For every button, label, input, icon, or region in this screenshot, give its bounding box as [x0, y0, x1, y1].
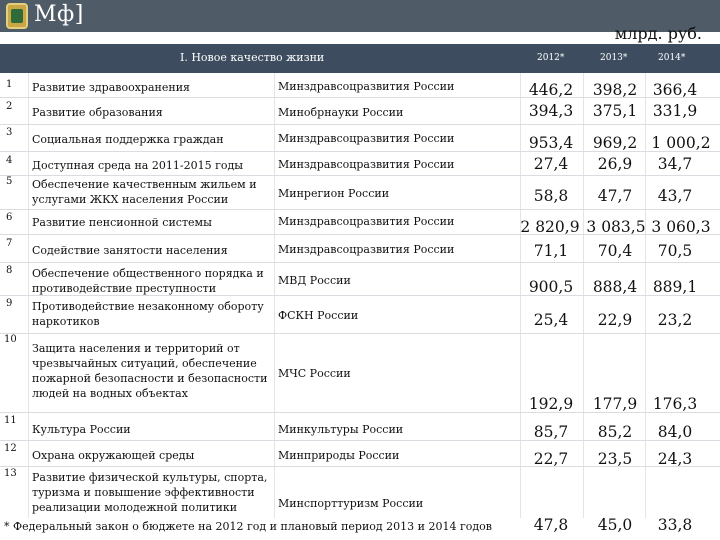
responsible-agency: ФСКН России — [278, 309, 359, 322]
value-2013: 70,4 — [597, 242, 633, 260]
program-name: Содействие занятости населения — [32, 244, 228, 257]
value-2012: 192,9 — [528, 395, 574, 413]
row-number: 11 — [4, 415, 17, 426]
responsible-agency: Минприроды России — [278, 449, 400, 462]
row-number: 7 — [6, 238, 13, 249]
row-divider — [0, 175, 720, 176]
value-2013: 177,9 — [592, 395, 638, 413]
value-2014: 331,9 — [652, 102, 698, 120]
responsible-agency: МВД России — [278, 274, 351, 287]
program-name: Обеспечение качественным жильем и услугами ЖКХ населения России — [32, 178, 257, 206]
year-2013-header: 2013* — [600, 53, 628, 63]
row-number: 8 — [6, 265, 13, 276]
responsible-agency: МЧС России — [278, 367, 351, 380]
row-number: 3 — [6, 127, 13, 138]
year-2012-header: 2012* — [537, 53, 565, 63]
unit-label: млрд. руб. — [614, 24, 702, 43]
row-divider — [0, 124, 720, 125]
program-name: Развитие физической культуры, спорта, туризма и повышение эффективности реализации молодежной политики — [32, 471, 268, 514]
program-name: Защита населения и территорий от чрезвычайных ситуаций, обеспечение пожарной безопасности и безопасности людей на водных объектах — [32, 342, 268, 400]
header-bar — [0, 0, 720, 32]
responsible-agency: Минздравсоцразвития России — [278, 215, 455, 228]
program-name: Обеспечение общественного порядка и противодействие преступности — [32, 267, 264, 295]
value-2014: 43,7 — [657, 187, 693, 205]
row-number: 13 — [4, 468, 17, 479]
footnote: * Федеральный закон о бюджете на 2012 год и плановый период 2013 и 2014 годов — [4, 520, 492, 533]
value-2013: 888,4 — [592, 278, 638, 296]
program-name: Развитие здравоохранения — [32, 81, 190, 94]
program-name: Культура России — [32, 423, 131, 436]
responsible-agency: Минздравсоцразвития России — [278, 158, 455, 171]
value-2013: 3 083,5 — [586, 218, 646, 236]
logo-text: Мф] — [34, 2, 84, 27]
row-number: 1 — [6, 79, 13, 90]
value-2014: 889,1 — [652, 278, 698, 296]
ministry-emblem-icon — [6, 3, 28, 29]
value-2014: 3 060,3 — [651, 218, 711, 236]
value-2013: 23,5 — [597, 450, 633, 468]
value-2013: 85,2 — [597, 423, 633, 441]
value-2012: 47,8 — [533, 516, 569, 534]
program-name: Развитие пенсионной системы — [32, 216, 212, 229]
value-2013: 47,7 — [597, 187, 633, 205]
row-divider — [0, 262, 720, 263]
row-number: 9 — [6, 298, 13, 309]
value-2012: 2 820,9 — [520, 218, 580, 236]
row-divider — [0, 333, 720, 334]
value-2014: 34,7 — [657, 155, 693, 173]
responsible-agency: Минрегион России — [278, 187, 390, 200]
value-2012: 85,7 — [533, 423, 569, 441]
row-number: 4 — [6, 155, 13, 166]
value-2013: 375,1 — [592, 102, 638, 120]
program-name: Развитие образования — [32, 106, 163, 119]
value-2013: 398,2 — [592, 81, 638, 99]
value-2013: 22,9 — [597, 311, 633, 329]
year-2014-header: 2014* — [658, 53, 686, 63]
row-number: 6 — [6, 212, 13, 223]
responsible-agency: Минздравсоцразвития России — [278, 132, 455, 145]
value-2014: 84,0 — [657, 423, 693, 441]
row-number: 5 — [6, 176, 13, 187]
value-2012: 27,4 — [533, 155, 569, 173]
program-name: Доступная среда на 2011-2015 годы — [32, 159, 243, 172]
program-name: Охрана окружающей среды — [32, 449, 195, 462]
value-2012: 446,2 — [528, 81, 574, 99]
value-2012: 900,5 — [528, 278, 574, 296]
program-name: Противодействие незаконному обороту наркотиков — [32, 300, 264, 328]
value-2014: 366,4 — [652, 81, 698, 99]
value-2013: 45,0 — [597, 516, 633, 534]
row-number: 12 — [4, 443, 17, 454]
section-title: I. Новое качество жизни — [180, 51, 325, 64]
row-number: 2 — [6, 101, 13, 112]
row-divider — [0, 209, 720, 210]
value-2013: 969,2 — [592, 134, 638, 152]
value-2014: 24,3 — [657, 450, 693, 468]
value-2012: 394,3 — [528, 102, 574, 120]
value-2012: 22,7 — [533, 450, 569, 468]
value-2014: 70,5 — [657, 242, 693, 260]
program-name: Социальная поддержка граждан — [32, 133, 224, 146]
responsible-agency: Минздравсоцразвития России — [278, 243, 455, 256]
value-2012: 71,1 — [533, 242, 569, 260]
responsible-agency: Минобрнауки России — [278, 106, 404, 119]
value-2012: 58,8 — [533, 187, 569, 205]
value-2012: 953,4 — [528, 134, 574, 152]
value-2014: 1 000,2 — [651, 134, 711, 152]
value-2014: 33,8 — [657, 516, 693, 534]
value-2014: 23,2 — [657, 311, 693, 329]
value-2014: 176,3 — [652, 395, 698, 413]
table-header — [0, 44, 720, 73]
responsible-agency: Минздравсоцразвития России — [278, 80, 455, 93]
value-2012: 25,4 — [533, 311, 569, 329]
responsible-agency: Минспорттуризм России — [278, 497, 424, 510]
value-2013: 26,9 — [597, 155, 633, 173]
responsible-agency: Минкультуры России — [278, 423, 404, 436]
row-number: 10 — [4, 334, 17, 345]
